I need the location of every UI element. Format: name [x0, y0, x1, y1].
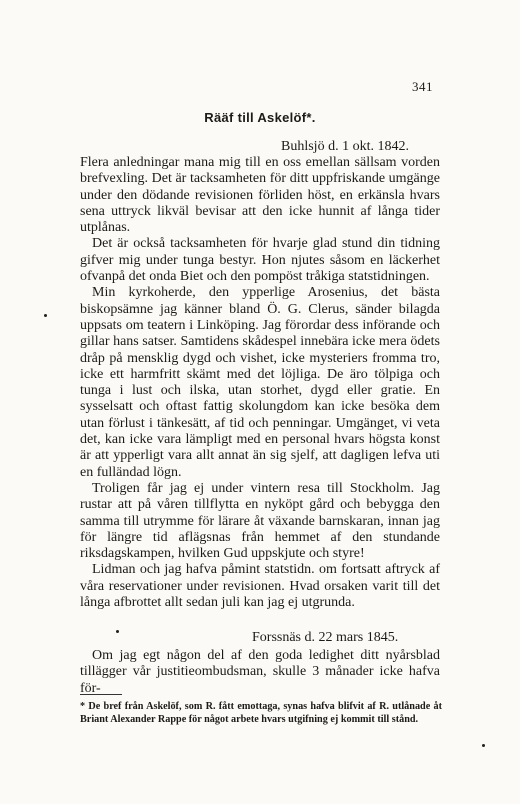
dateline-1842: Buhlsjö d. 1 okt. 1842.	[281, 139, 409, 154]
dateline-1845: Forssnäs d. 22 mars 1845.	[252, 630, 399, 645]
paragraph: Min kyrkoherde, den ypperlige Arosenius, det bästa biskopsämne jag känner bland Ö. G. Clerus, sänder bilagda uppsats om teatern i Linköping. Jag förordar dess införande och gillar hans satser. Samtidens skådespel innebära icke mera ödets dråp på mensklig dygd och vishet, icke mysteriers fromma tro, icke ett harmfritt skämt med det löjliga. De äro tölpiga och tunga i lust och ilska, utan storhet, dygd eller gratie. En sysselsatt och oftast fattig skolungdom kan icke besöka dem utan förlust i tänkesätt, af tid och penningar. Umgänget, vi veta det, kan icke vara lämpligt med en personal hvars högsta konst är att ypperligt vara allt annat än sig sjelf, att dagligen lefva uti en fulländad lögn.	[80, 285, 440, 480]
paragraph: Om jag egt någon del af den goda ledighet ditt nyårsblad tillägger vår justitieombudsman, skulle 3 månader icke hafva för-	[80, 648, 440, 696]
letter-2-body	[80, 648, 440, 697]
letter-heading: Rääf till Askelöf*.	[204, 110, 316, 125]
paragraph: Flera anledningar mana mig till en oss emellan sällsam vorden brefvexling. Det är tacksamheten för ditt uppfriskande umgänge under den dödande revisionen förliden höst, en erkänsla hvars sena uttryck likväl bevisar att den icke hunnit af långa tider utplånas.	[80, 155, 440, 236]
paragraph: Det är också tacksamheten för hvarje glad stund din tidning gifver mig under tunga bestyr. Hon njutes såsom en läckerhet ofvanpå det onda Biet och den pompöst tråkiga statstidningen.	[80, 236, 440, 285]
print-speck	[44, 314, 47, 317]
paragraph: Troligen får jag ej under vintern resa till Stockholm. Jag rustar att på våren tillflytta en nyköpt gård och bebygga den samma till utrymme för lärare åt växande barnskaran, innan jag för längre tid aflägsnas från hemmet af den stundande riksdagskampen, hvilken Gud uppskjute och styre!	[80, 480, 440, 562]
print-speck	[116, 630, 119, 633]
page-number: 341	[412, 79, 433, 94]
paragraph: Lidman och jag hafva påmint statstidn. om fortsatt aftryck af våra reservationer under revisionen. Hvad orsaken varit till det långa afbrottet allt sedan juli kan jag ej utgrunda.	[80, 562, 440, 611]
print-speck	[482, 744, 485, 747]
letter-1-body	[80, 155, 440, 611]
footnote: * De bref från Askelöf, som R. fått emottaga, synas hafva blifvit af R. utlånade åt Briant Alexander Rappe för något arbete hvars utgifning ej kommit till stånd.	[80, 701, 442, 725]
footnote-divider	[80, 694, 122, 695]
